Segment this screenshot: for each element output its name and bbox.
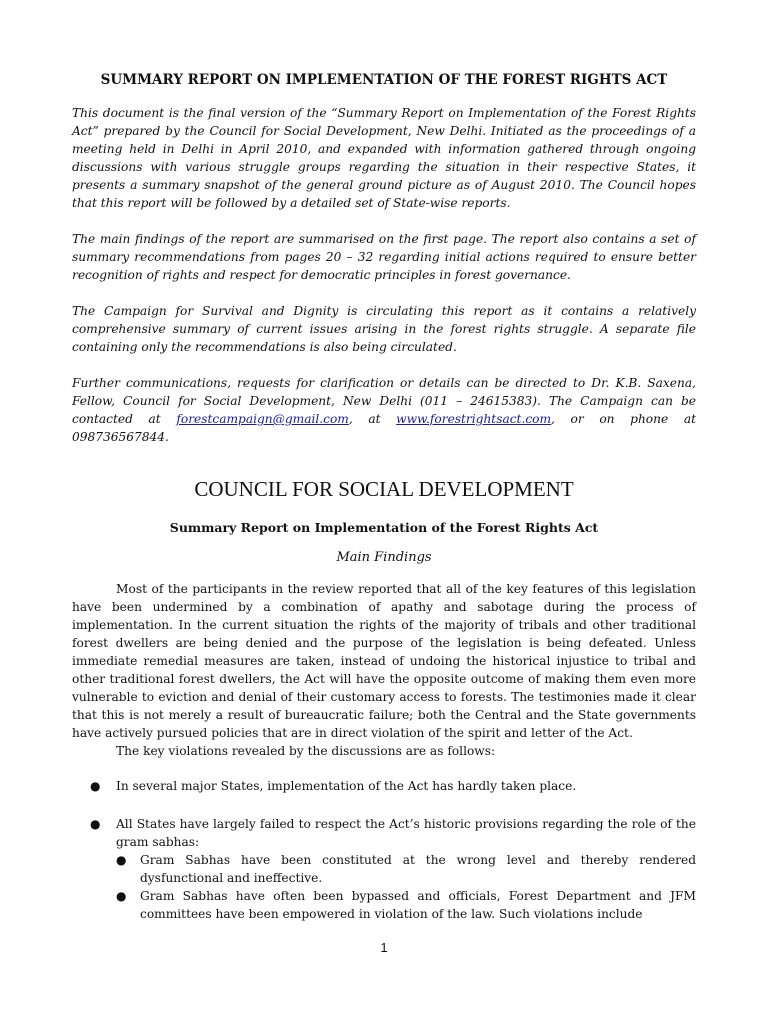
contact-text-start: Further communications, requests for clarification or details can be directed to Dr. K.B. Saxena, Fellow, Council for Social Development, New Delhi (011 – 24615383). The Campaign can be contacted at bbox=[72, 376, 696, 426]
sub-list-item-text: Gram Sabhas have been constituted at the wrong level and thereby rendered dysfunctional and ineffective. bbox=[140, 853, 696, 885]
main-findings-heading: Main Findings bbox=[336, 550, 432, 565]
email-link[interactable]: forestcampaign@gmail.com bbox=[176, 412, 349, 426]
gram-sabha-sublist bbox=[116, 851, 696, 923]
bullet-icon: ● bbox=[90, 817, 101, 831]
sub-list-item-text: Gram Sabhas have often been bypassed and officials, Forest Department and JFM committees have been empowered in violation of the law. Such violations include bbox=[140, 889, 696, 921]
intro-paragraph-4 bbox=[72, 374, 696, 446]
report-subtitle: Summary Report on Implementation of the Forest Rights Act bbox=[169, 520, 599, 535]
report-title: SUMMARY REPORT ON IMPLEMENTATION OF THE FOREST RIGHTS ACT bbox=[100, 72, 668, 88]
findings-paragraph: Most of the participants in the review reported that all of the key features of this legislation have been undermined by a combination of apathy and sabotage during the process of implementation. In the current situation the rights of the majority of tribals and other traditional forest dwellers are being denied and the purpose of the legislation is being defeated. Unless immediate remedial measures are taken, instead of undoing the historical injustice to tribal and other traditional forest dwellers, the Act will have the opposite outcome of making them even more vulnerable to eviction and denial of their customary access to forests. The testimonies made it clear that this is not merely a result of bureaucratic failure; both the Central and the State governments have actively pursued policies that are in direct violation of the spirit and letter of the Act. bbox=[72, 582, 696, 740]
key-violations-intro: The key violations revealed by the discussions are as follows: bbox=[116, 744, 496, 758]
website-link[interactable]: www.forestrightsact.com bbox=[396, 412, 552, 426]
bullet-icon: ● bbox=[90, 779, 101, 793]
intro-paragraph-2: The main findings of the report are summarised on the first page. The report also contains a set of summary recommendations from pages 20 – 32 regarding initial actions required to ensure better recognition of rights and respect for democratic principles in forest governance. bbox=[72, 232, 696, 282]
bullet-icon: ● bbox=[116, 853, 127, 867]
intro-paragraph-3: The Campaign for Survival and Dignity is circulating this report as it contains a relatively comprehensive summary of current issues arising in the forest rights struggle. A separate file containing only the recommendations is also being circulated. bbox=[72, 304, 696, 354]
violations-list bbox=[72, 777, 696, 923]
list-item-text: In several major States, implementation of the Act has hardly taken place. bbox=[116, 779, 577, 793]
list-item bbox=[72, 815, 696, 923]
council-heading: COUNCIL FOR SOCIAL DEVELOPMENT bbox=[194, 477, 574, 501]
sub-list-item bbox=[116, 887, 696, 923]
bullet-icon: ● bbox=[116, 889, 127, 903]
sub-list-item bbox=[116, 851, 696, 887]
list-item-text: All States have largely failed to respect the Act’s historic provisions regarding the role of the gram sabhas: bbox=[116, 817, 696, 849]
intro-paragraph-1: This document is the final version of the “Summary Report on Implementation of the Forest Rights Act” prepared by the Council for Social Development, New Delhi. Initiated as the proceedings of a meeting held in Delhi in April 2010, and expanded with information gathered through ongoing discussions with various struggle groups regarding the situation in their respective States, it presents a summary snapshot of the general ground picture as of August 2010. The Council hopes that this report will be followed by a detailed set of State-wise reports. bbox=[72, 106, 696, 210]
page-content bbox=[72, 72, 696, 943]
contact-text-mid: , at bbox=[348, 412, 397, 426]
list-item bbox=[72, 777, 696, 795]
contact-text-end: , or on phone at 098736567844. bbox=[72, 412, 697, 444]
page-number: 1 bbox=[380, 940, 388, 955]
